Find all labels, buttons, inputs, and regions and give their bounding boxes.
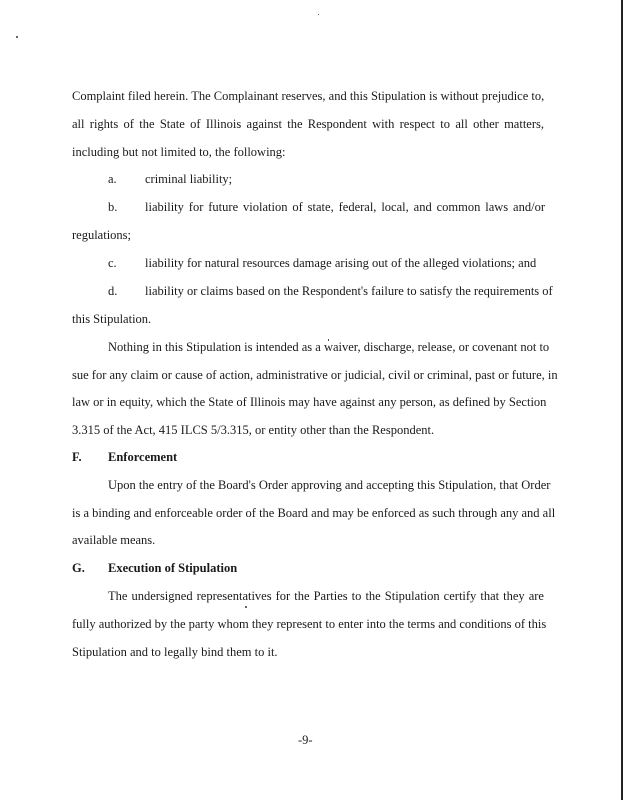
intro-line-3: including but not limited to, the following:: [72, 145, 286, 159]
list-item-b-text: liability for future violation of state, federal, local, and common laws and/or: [145, 200, 545, 214]
list-item-c-letter: c.: [108, 256, 117, 270]
section-f-line-3: available means.: [72, 533, 156, 547]
section-f-line-2: is a binding and enforceable order of the Board and may be enforced as such through any and all: [72, 506, 556, 520]
page-number: -9-: [298, 733, 313, 747]
section-f-line-1: Upon the entry of the Board's Order approving and accepting this Stipulation, that Order: [108, 478, 551, 492]
list-item-d-cont: this Stipulation.: [72, 312, 152, 326]
section-g-line-2: fully authorized by the party whom they represent to enter into the terms and conditions of this: [72, 617, 547, 631]
waiver-line-3: law or in equity, which the State of Illinois may have against any person, as defined by Section: [72, 395, 547, 409]
scan-speck: [318, 14, 319, 15]
list-item-b-cont: regulations;: [72, 228, 132, 242]
waiver-line-4: 3.315 of the Act, 415 ILCS 5/3.315, or entity other than the Respondent.: [72, 423, 435, 437]
list-item-d-letter: d.: [108, 284, 118, 298]
list-item-a-text: criminal liability;: [145, 172, 233, 186]
section-g-line-1: The undersigned representatives for the Parties to the Stipulation certify that they are: [108, 589, 544, 603]
waiver-line-1: Nothing in this Stipulation is intended as a waiver, discharge, release, or covenant not to: [108, 340, 550, 354]
waiver-line-2: sue for any claim or cause of action, administrative or judicial, civil or criminal, past or future, in: [72, 368, 558, 382]
scan-speck: [245, 606, 247, 608]
section-g-heading: Execution of Stipulation: [108, 561, 238, 575]
scan-speck: [16, 36, 18, 38]
list-item-a-letter: a.: [108, 172, 117, 186]
intro-line-1: Complaint filed herein. The Complainant reserves, and this Stipulation is without prejudice to,: [72, 89, 545, 103]
section-f-letter: F.: [72, 450, 82, 464]
list-item-c-text: liability for natural resources damage arising out of the alleged violations; and: [145, 256, 537, 270]
section-g-letter: G.: [72, 561, 85, 575]
section-g-line-3: Stipulation and to legally bind them to it.: [72, 645, 278, 659]
section-f-heading: Enforcement: [108, 450, 178, 464]
list-item-d-text: liability or claims based on the Respondent's failure to satisfy the requirements of: [145, 284, 553, 298]
intro-line-2: all rights of the State of Illinois against the Respondent with respect to all other matters,: [72, 117, 544, 131]
list-item-b-letter: b.: [108, 200, 118, 214]
